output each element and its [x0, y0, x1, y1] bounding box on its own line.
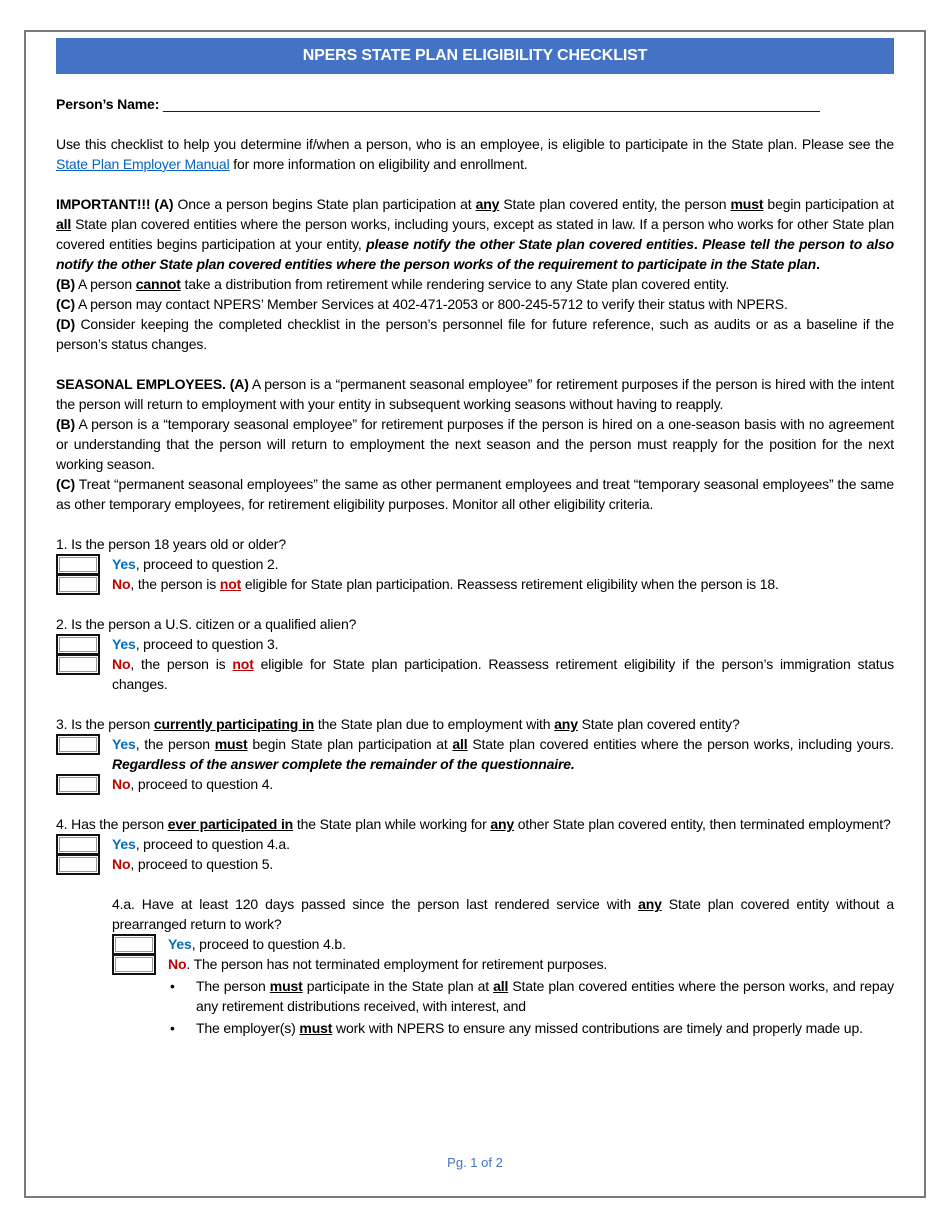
- yes-checkbox[interactable]: [56, 734, 100, 755]
- text-segment: A person is a “temporary seasonal employee” for retirement purposes if the person is hired on a one-season basis with no agreement or understanding that the person will return to employment the next season and the person must reapply for the position for the next working season.: [56, 416, 894, 472]
- text-segment: No: [112, 576, 131, 592]
- bullet-icon: •: [170, 978, 175, 994]
- text-segment: (C): [56, 296, 75, 312]
- text-segment: Yes: [168, 936, 192, 952]
- text-segment: No: [112, 656, 131, 672]
- text-segment: (D): [56, 316, 75, 332]
- text-segment: SEASONAL EMPLOYEES. (A): [56, 376, 249, 392]
- text-segment: No: [112, 856, 131, 872]
- text-segment: any: [490, 816, 515, 832]
- text-segment: . The person has not terminated employment for retirement purposes.: [186, 956, 608, 972]
- question-4a: [56, 894, 894, 1038]
- important-a: [56, 194, 894, 274]
- text-segment: The person: [196, 978, 270, 994]
- text-segment: State plan covered entities where the person works, and repay any retirement distributions received, with interest, and: [196, 978, 894, 1014]
- text-segment: State plan covered entities where the person works, including yours.: [467, 736, 894, 752]
- question-3: [56, 714, 894, 794]
- text-segment: begin State plan participation at: [247, 736, 453, 752]
- text-segment: eligible for State plan participation. Reassess retirement eligibility when the person is 18.: [241, 576, 779, 592]
- question-text: [56, 814, 894, 834]
- text-segment: Regardless of the answer complete the remainder of the questionnaire.: [112, 756, 575, 772]
- text-segment: , proceed to question 4.: [130, 776, 274, 792]
- text-segment: Please tell the person to also notify the other State plan covered entities where the person works of the requirement to participate in the State plan: [56, 236, 894, 272]
- text-segment: the State plan while working for: [293, 816, 491, 832]
- text-segment: eligible for State plan participation. Reassess retirement eligibility if the person’s immigration status changes.: [112, 656, 894, 692]
- name-line[interactable]: ______________________________________________________________________________________: [162, 96, 820, 112]
- text-segment: (C): [56, 476, 75, 492]
- yes-answer: [112, 834, 894, 854]
- text-segment: Consider keeping the completed checklist in the person’s personnel file for future reference, such as audits or as a baseline if the person’s status changes.: [56, 316, 894, 352]
- question-text: [56, 614, 894, 634]
- text-segment: must: [269, 978, 303, 994]
- no-checkbox[interactable]: [56, 654, 100, 675]
- no-checkbox[interactable]: [56, 774, 100, 795]
- text-segment: .: [816, 256, 820, 272]
- yes-answer: [112, 554, 894, 574]
- yes-checkbox[interactable]: [56, 554, 100, 575]
- text-segment: take a distribution from retirement while rendering service to any State plan covered entity.: [180, 276, 730, 292]
- text-segment: any: [554, 716, 578, 732]
- important-b: [56, 274, 894, 294]
- text-segment: , proceed to question 3.: [135, 636, 279, 652]
- text-segment: State plan covered entity without a prearranged return to work?: [112, 896, 895, 932]
- no-answer: [168, 954, 894, 974]
- text-segment: work with NPERS to ensure any missed contributions are timely and properly made up.: [332, 1020, 863, 1036]
- text-segment: , the person is: [130, 576, 220, 592]
- text-segment: Once a person begins State plan participation at: [173, 196, 476, 212]
- text-segment: State plan covered entities where the person works, including yours, except as stated in law. If a person who works for other State plan covered entities begins participation at your entity,: [56, 216, 894, 252]
- text-segment: please notify the other State plan covered entities: [366, 236, 694, 252]
- text-segment: , proceed to question 5.: [130, 856, 274, 872]
- text-segment: A person is a “permanent seasonal employee” for retirement purposes if the person is hired with the intent the person will return to employment with your entity in subsequent working seasons without having to reapply.: [56, 376, 894, 412]
- text-segment: for more information on eligibility and enrollment.: [229, 156, 528, 172]
- text-segment: any: [638, 896, 662, 912]
- page-number: Pg. 1 of 2: [447, 1155, 503, 1170]
- text-segment: begin participation at: [763, 196, 894, 212]
- text-segment: 2. Is the person a U.S. citizen or a qualified alien?: [56, 616, 357, 632]
- text-segment: 4.a. Have at least 120 days passed since the person last rendered service with: [112, 896, 639, 912]
- important-c: [56, 294, 894, 314]
- text-segment: State plan covered entity?: [577, 716, 740, 732]
- text-segment: all: [56, 216, 72, 232]
- name-label: Person’s Name:: [56, 96, 160, 112]
- text-segment: any: [475, 196, 500, 212]
- yes-checkbox[interactable]: [56, 834, 100, 855]
- question-1: [56, 534, 894, 594]
- question-4: [56, 814, 894, 874]
- persons-name-field[interactable]: [56, 94, 894, 114]
- text-segment: No: [168, 956, 187, 972]
- text-segment: , proceed to question 2.: [135, 556, 279, 572]
- text-segment: Use this checklist to help you determine if/when a person, who is an employee, is eligible to participate in the State plan. Please see the: [56, 136, 894, 152]
- text-segment: .: [693, 236, 703, 252]
- important-d: [56, 314, 894, 354]
- question-2: [56, 614, 894, 694]
- text-segment: (B): [56, 276, 75, 292]
- text-segment: Yes: [112, 736, 136, 752]
- question-text: [56, 534, 894, 554]
- text-segment: IMPORTANT!!! (A): [56, 196, 174, 212]
- text-segment: , the person is: [130, 656, 233, 672]
- text-segment: must: [730, 196, 764, 212]
- text-segment: The employer(s): [196, 1020, 300, 1036]
- text-segment: , the person: [135, 736, 215, 752]
- bullet-icon: •: [170, 1020, 175, 1036]
- text-segment: 4. Has the person: [56, 816, 168, 832]
- text-segment: State plan covered entity, the person: [499, 196, 731, 212]
- no-answer: [112, 574, 894, 594]
- question-text: [56, 714, 894, 734]
- intro-paragraph: [56, 134, 894, 174]
- no-answer: [112, 654, 894, 694]
- text-segment: A person: [75, 276, 136, 292]
- yes-answer: [168, 934, 894, 954]
- text-segment: (B): [56, 416, 75, 432]
- text-segment: cannot: [135, 276, 181, 292]
- text-segment: not: [232, 656, 254, 672]
- seasonal-a: [56, 374, 894, 414]
- text-segment: Yes: [112, 836, 136, 852]
- text-segment: must: [299, 1020, 333, 1036]
- text-segment: Yes: [112, 636, 136, 652]
- text-segment: , proceed to question 4.b.: [191, 936, 346, 952]
- text-segment: must: [214, 736, 248, 752]
- no-checkbox[interactable]: [112, 954, 156, 975]
- text-segment: the State plan due to employment with: [314, 716, 555, 732]
- no-answer: [112, 854, 894, 874]
- text-segment: currently participating in: [153, 716, 315, 732]
- text-segment: participate in the State plan at: [302, 978, 494, 994]
- manual-link[interactable]: State Plan Employer Manual: [56, 156, 230, 172]
- text-segment: No: [112, 776, 131, 792]
- text-segment: 3. Is the person: [56, 716, 154, 732]
- text-segment: Treat “permanent seasonal employees” the same as other permanent employees and treat “temporary seasonal employees” the same as other temporary employees, for retirement eligibility purposes. Monitor all other eligibility criteria.: [56, 476, 894, 512]
- yes-checkbox[interactable]: [112, 934, 156, 955]
- yes-answer: [112, 734, 894, 774]
- no-checkbox[interactable]: [56, 854, 100, 875]
- text-segment: not: [219, 576, 242, 592]
- page-title: NPERS STATE PLAN ELIGIBILITY CHECKLIST: [56, 38, 894, 74]
- yes-checkbox[interactable]: [56, 634, 100, 655]
- text-segment: Yes: [112, 556, 136, 572]
- text-segment: all: [493, 978, 509, 994]
- yes-answer: [112, 634, 894, 654]
- bullet-item: [196, 1018, 894, 1038]
- text-segment: A person may contact NPERS’ Member Services at 402-471-2053 or 800-245-5712 to verify their status with NPERS.: [75, 296, 788, 312]
- question-text: [112, 894, 894, 934]
- bullet-item: [196, 976, 894, 1016]
- text-segment: other State plan covered entity, then terminated employment?: [514, 816, 891, 832]
- no-answer: [112, 774, 894, 794]
- seasonal-c: [56, 474, 894, 514]
- no-checkbox[interactable]: [56, 574, 100, 595]
- text-segment: 1. Is the person 18 years old or older?: [56, 536, 286, 552]
- text-segment: all: [452, 736, 468, 752]
- seasonal-b: [56, 414, 894, 474]
- text-segment: ever participated in: [167, 816, 294, 832]
- text-segment: , proceed to question 4.a.: [135, 836, 290, 852]
